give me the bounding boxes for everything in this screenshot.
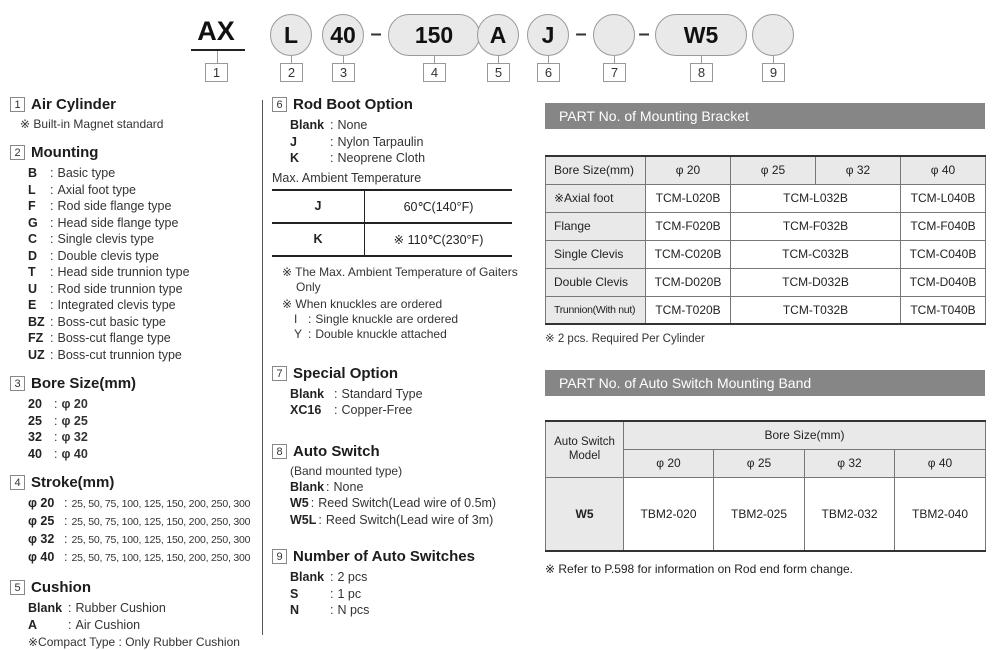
option-item: Blank : Standard Type [290, 386, 423, 401]
part-number: TBM2-025 [714, 477, 805, 551]
connector-line [498, 56, 499, 63]
table-header-row [546, 156, 986, 184]
table-row [546, 477, 986, 551]
option-item: 32 : φ 32 [28, 430, 88, 444]
option-item: 25 : φ 25 [28, 413, 88, 428]
option-item: UZ : Boss-cut trunnion type [28, 347, 182, 362]
code-index-8: 8 [690, 63, 713, 82]
code-index-5: 5 [487, 63, 510, 82]
column-header: φ 20 [646, 156, 731, 184]
temperature-label: Max. Ambient Temperature [272, 170, 422, 185]
section-stroke [10, 474, 260, 567]
code-cushion: A [477, 14, 519, 56]
section-heading [10, 375, 260, 392]
connector-line [548, 56, 549, 63]
section-switch-count [272, 548, 522, 619]
connector-line [773, 56, 774, 63]
option-item: Blank : None [290, 118, 368, 132]
code-dash-2: – [575, 23, 587, 45]
column-header: Bore Size(mm) [546, 156, 646, 184]
column-header: φ 20 [624, 449, 714, 477]
option-item: Y : Double knuckle attached [294, 327, 447, 341]
part-number: TCM-T032B [731, 296, 901, 324]
code-stroke: 150 [388, 14, 480, 56]
option-item: J : Nylon Tarpaulin [290, 134, 424, 149]
option-item: φ 25 : 25, 50, 75, 100, 125, 150, 200, 250, 300 [28, 514, 251, 528]
section-heading [272, 443, 522, 460]
section-title: Air Cylinder [31, 96, 117, 113]
option-item: FZ : Boss-cut flange type [28, 331, 171, 345]
section-heading [272, 96, 522, 113]
temperature-table [272, 189, 512, 257]
part-number: TCM-D020B [646, 268, 731, 296]
table-row [272, 190, 512, 223]
code-prefix: AX [197, 16, 235, 46]
option-item: Blank : Rubber Cushion [28, 601, 166, 615]
option-item: U : Rod side trunnion type [28, 281, 183, 296]
code-mounting: L [270, 14, 312, 56]
bracket-table-note: ※ 2 pcs. Required Per Cylinder [545, 333, 705, 345]
option-item: Blank : 2 pcs [290, 570, 368, 584]
section-air-cylinder [10, 96, 260, 132]
middle-column [272, 96, 522, 619]
code-index-6: 6 [537, 63, 560, 82]
section-title: Rod Boot Option [293, 96, 413, 113]
option-item: W5 : Reed Switch(Lead wire of 0.5m) [290, 496, 497, 510]
table-row [546, 184, 986, 212]
column-header: φ 25 [731, 156, 816, 184]
section-number: 8 [272, 444, 287, 459]
right-column [545, 103, 985, 576]
section-heading [272, 365, 522, 382]
part-number: TCM-L040B [901, 184, 986, 212]
option-item: S : 1 pc [290, 586, 362, 601]
section-note: ※Compact Type : Only Rubber Cushion [28, 635, 240, 649]
connector-line [614, 56, 615, 63]
row-label: Double Clevis [546, 268, 646, 296]
section-auto-switch [272, 443, 522, 529]
part-number: TCM-F020B [646, 212, 731, 240]
mounting-bracket-title-bar: PART No. of Mounting Bracket [545, 103, 985, 129]
code-dash-1: – [370, 23, 382, 45]
option-item: T : Head side trunnion type [28, 265, 190, 279]
group-header: Bore Size(mm) [624, 421, 986, 449]
auto-switch-band-table [545, 420, 986, 552]
section-number: 4 [10, 475, 25, 490]
code-auto-switch: W5 [655, 14, 747, 56]
code-index-3: 3 [332, 63, 355, 82]
section-special-option [272, 365, 522, 419]
option-item: D : Double clevis type [28, 248, 159, 263]
option-item: 20 : φ 20 [28, 397, 88, 411]
column-header: φ 32 [816, 156, 901, 184]
code-dash-3: – [638, 23, 650, 45]
mounting-bracket-table [545, 155, 986, 325]
part-number: TCM-F040B [901, 212, 986, 240]
code-bore-size: 40 [322, 14, 364, 56]
column-header: φ 25 [714, 449, 805, 477]
code-special-option [593, 14, 635, 56]
temp-value: ※ 110℃(230°F) [365, 223, 513, 256]
code-switch-count [752, 14, 794, 56]
table-header-row [546, 421, 986, 449]
option-item: XC16 : Copper-Free [290, 403, 413, 417]
table-row [546, 240, 986, 268]
row-label: ※Axial foot [546, 184, 646, 212]
section-heading [10, 474, 260, 491]
part-number: TCM-L032B [731, 184, 901, 212]
connector-line [343, 56, 344, 63]
option-item: L : Axial foot type [28, 182, 136, 197]
section-number: 9 [272, 549, 287, 564]
section-heading [10, 579, 260, 596]
column-divider [262, 100, 263, 635]
option-item: C : Single clevis type [28, 232, 155, 246]
section-number: 1 [10, 97, 25, 112]
section-title: Auto Switch [293, 442, 380, 460]
part-number: TCM-C040B [901, 240, 986, 268]
option-item: φ 32 : 25, 50, 75, 100, 125, 150, 200, 250, 300 [28, 532, 251, 546]
code-rod-boot: J [527, 14, 569, 56]
section-number: 6 [272, 97, 287, 112]
part-number: TCM-F032B [731, 212, 901, 240]
row-label: Single Clevis [546, 240, 646, 268]
code-index-1: 1 [205, 63, 228, 82]
connector-line [217, 51, 218, 63]
temp-value: 60℃(140°F) [365, 190, 513, 223]
section-subtitle: (Band mounted type) [290, 463, 403, 478]
connector-line [434, 56, 435, 63]
section-heading [10, 96, 260, 113]
section-bore-size [10, 375, 260, 462]
table-row [272, 223, 512, 256]
option-item: 40 : φ 40 [28, 446, 88, 461]
page-footnote: ※ Refer to P.598 for information on Rod end form change. [545, 562, 854, 576]
option-item: N : N pcs [290, 603, 370, 617]
part-number: TCM-C032B [731, 240, 901, 268]
part-number: TBM2-032 [805, 477, 895, 551]
section-number: 3 [10, 376, 25, 391]
section-heading [272, 548, 522, 565]
option-item: F : Rod side flange type [28, 199, 172, 213]
section-mounting [10, 144, 260, 363]
option-item: E : Integrated clevis type [28, 298, 176, 312]
code-index-7: 7 [603, 63, 626, 82]
table-row [546, 268, 986, 296]
section-title: Stroke(mm) [31, 474, 115, 491]
option-item: φ 40 : 25, 50, 75, 100, 125, 150, 200, 250, 300 [28, 550, 251, 564]
section-number: 2 [10, 145, 25, 160]
section-note: ※ When knuckles are ordered [282, 296, 443, 311]
section-number: 5 [10, 580, 25, 595]
option-item: Blank : None [290, 479, 364, 494]
section-rod-boot [272, 96, 522, 343]
section-title: Mounting [31, 144, 99, 161]
temp-code: K [272, 223, 365, 256]
table-row [546, 212, 986, 240]
code-index-9: 9 [762, 63, 785, 82]
table-row [546, 296, 986, 324]
switch-band-title-bar: PART No. of Auto Switch Mounting Band [545, 370, 985, 396]
option-item: A : Air Cushion [28, 617, 141, 632]
section-title: Cushion [31, 579, 91, 596]
part-number: TCM-T040B [901, 296, 986, 324]
option-item: I : Single knuckle are ordered [294, 311, 459, 326]
connector-line [701, 56, 702, 63]
part-number: TBM2-040 [895, 477, 986, 551]
model-code-diagram [0, 0, 993, 95]
section-title: Number of Auto Switches [293, 548, 475, 565]
row-label: W5 [546, 477, 624, 551]
option-item: G : Head side flange type [28, 215, 179, 230]
section-number: 7 [272, 366, 287, 381]
part-number: TCM-D032B [731, 268, 901, 296]
section-note: ※ The Max. Ambient Temperature of Gaiters Only [282, 264, 518, 294]
option-item: B : Basic type [28, 166, 116, 180]
option-item: BZ : Boss-cut basic type [28, 314, 166, 329]
section-title: Bore Size(mm) [31, 375, 137, 392]
part-number: TCM-T020B [646, 296, 731, 324]
option-item: φ 20 : 25, 50, 75, 100, 125, 150, 200, 250, 300 [28, 496, 251, 510]
section-title: Special Option [293, 364, 399, 382]
section-heading [10, 144, 260, 161]
row-label: Flange [546, 212, 646, 240]
column-header: φ 32 [805, 449, 895, 477]
column-header: φ 40 [901, 156, 986, 184]
code-index-2: 2 [280, 63, 303, 82]
left-column [10, 96, 260, 650]
section-cushion [10, 579, 260, 650]
option-item: K : Neoprene Cloth [290, 151, 426, 165]
part-number: TCM-L020B [646, 184, 731, 212]
column-header: φ 40 [895, 449, 986, 477]
temp-code: J [272, 190, 365, 223]
corner-header: Auto Switch Model [546, 421, 624, 477]
part-number: TCM-D040B [901, 268, 986, 296]
part-number: TCM-C020B [646, 240, 731, 268]
section-note: ※ Built-in Magnet standard [20, 117, 164, 131]
option-item: W5L : Reed Switch(Lead wire of 3m) [290, 512, 494, 527]
code-index-4: 4 [423, 63, 446, 82]
part-number: TBM2-020 [624, 477, 714, 551]
code-prefix-underline [191, 49, 245, 51]
row-label: Trunnion(With nut) [546, 296, 646, 324]
connector-line [291, 56, 292, 63]
